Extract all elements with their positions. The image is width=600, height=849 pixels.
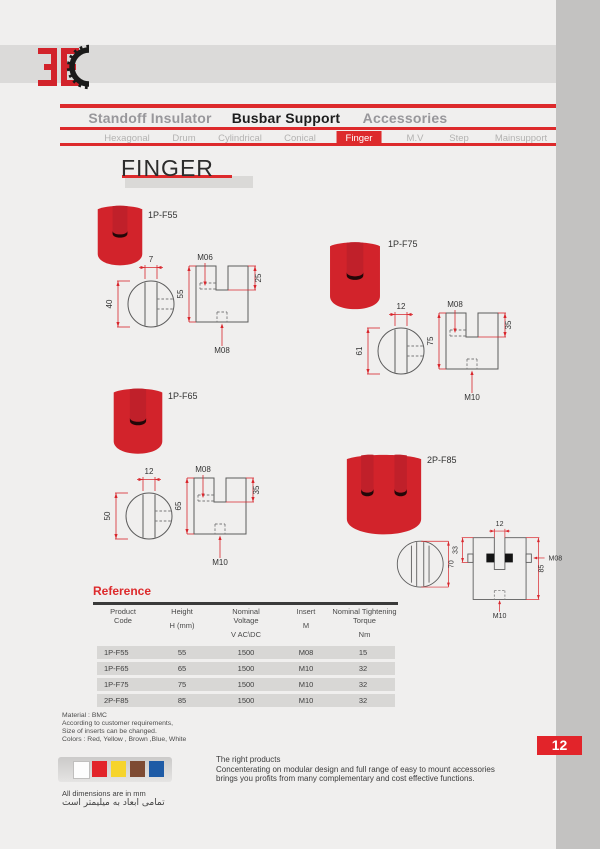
tech-drawing-1p-f65 <box>102 464 262 566</box>
tagline: The right products Concenterating on modular design and full range of easy to mount accessories brings you profits from many complementary and cost effective functions. <box>216 755 495 783</box>
table-header: Product Code Height H (mm) Nominal Voltage V AC\DC Insert M Nominal Tightening Torque Nm <box>110 607 397 639</box>
table-top-rule <box>93 602 398 605</box>
svg-text:85: 85 <box>538 564 546 573</box>
tech-drawing-2p-f85 <box>392 517 564 621</box>
svg-text:M06: M06 <box>197 253 213 262</box>
product-code-label: 1P-F55 <box>148 210 178 220</box>
table-row: 2P-F85 85 1500 M10 32 <box>97 694 395 707</box>
svg-text:M10: M10 <box>492 612 507 620</box>
svg-text:M08: M08 <box>548 555 563 563</box>
nav-divider-mid <box>60 127 556 130</box>
svg-text:M08: M08 <box>214 346 230 355</box>
dimensions-note-fa: تمامی ابعاد به میلیمتر است <box>62 798 165 808</box>
svg-text:65: 65 <box>174 501 183 511</box>
page-number-badge: 12 <box>537 736 582 755</box>
tagline-title: The right products <box>216 755 281 764</box>
swatch-red <box>92 761 107 777</box>
svg-text:40: 40 <box>105 299 114 309</box>
svg-text:7: 7 <box>148 255 154 264</box>
subnav-drum[interactable]: Drum <box>172 132 196 144</box>
product-code-label: 2P-F85 <box>427 455 457 465</box>
product-code-label: 1P-F65 <box>168 391 198 401</box>
svg-text:75: 75 <box>426 336 435 346</box>
material-notes: Material : BMC According to customer requirements, Size of inserts can be changed. Colors : Red, Yellow , Brown ,Blue, White <box>62 712 187 743</box>
svg-text:35: 35 <box>252 485 261 495</box>
svg-text:M10: M10 <box>464 393 480 402</box>
swatch-yellow <box>111 761 126 777</box>
brand-logo-icon <box>34 45 108 89</box>
dimensions-note-en: All dimensions are in mm <box>62 789 146 798</box>
gear-icon <box>72 50 89 84</box>
nav-standoff-insulator[interactable]: Standoff Insulator <box>88 110 212 126</box>
swatch-blue <box>149 761 164 777</box>
swatch-white <box>73 761 90 779</box>
svg-text:55: 55 <box>176 289 185 299</box>
svg-text:M08: M08 <box>447 300 463 309</box>
subnav-mainsupport[interactable]: Mainsupport <box>494 132 548 144</box>
svg-text:61: 61 <box>355 346 364 356</box>
swatch-brown <box>130 761 145 777</box>
nav-busbar-support[interactable]: Busbar Support <box>231 110 341 126</box>
page-title: FINGER <box>121 155 214 181</box>
subnav-finger[interactable]: Finger <box>337 131 382 146</box>
subnav-hexagonal[interactable]: Hexagonal <box>104 132 150 144</box>
svg-text:25: 25 <box>254 273 263 283</box>
nav-divider-top <box>60 104 556 108</box>
svg-text:12: 12 <box>396 302 406 311</box>
svg-text:35: 35 <box>504 320 513 330</box>
nav-accessories[interactable]: Accessories <box>362 110 448 126</box>
table-row: 1P-F65 65 1500 M10 32 <box>97 662 395 675</box>
svg-text:M08: M08 <box>195 465 211 474</box>
tech-drawing-1p-f75 <box>348 299 520 401</box>
subnav-mv[interactable]: M.V <box>406 132 424 144</box>
tech-drawing-1p-f55 <box>104 252 264 354</box>
subnav-cylindrical[interactable]: Cylindrical <box>218 132 262 144</box>
subnav-step[interactable]: Step <box>449 132 469 144</box>
svg-text:12: 12 <box>144 467 154 476</box>
table-row: 1P-F75 75 1500 M10 32 <box>97 678 395 691</box>
svg-text:50: 50 <box>103 511 112 521</box>
right-gray-band <box>556 0 600 849</box>
product-code-label: 1P-F75 <box>388 239 418 249</box>
table-row: 1P-F55 55 1500 M08 15 <box>97 646 395 659</box>
subnav-conical[interactable]: Conical <box>284 132 316 144</box>
color-swatch-bar <box>58 757 172 782</box>
nav-divider-bottom <box>60 143 556 146</box>
product-photo-1p-f65 <box>111 382 165 457</box>
svg-text:70: 70 <box>448 560 456 569</box>
svg-text:M10: M10 <box>212 558 228 567</box>
reference-heading: Reference <box>93 584 152 598</box>
svg-text:12: 12 <box>495 521 504 529</box>
svg-text:33: 33 <box>452 546 460 554</box>
